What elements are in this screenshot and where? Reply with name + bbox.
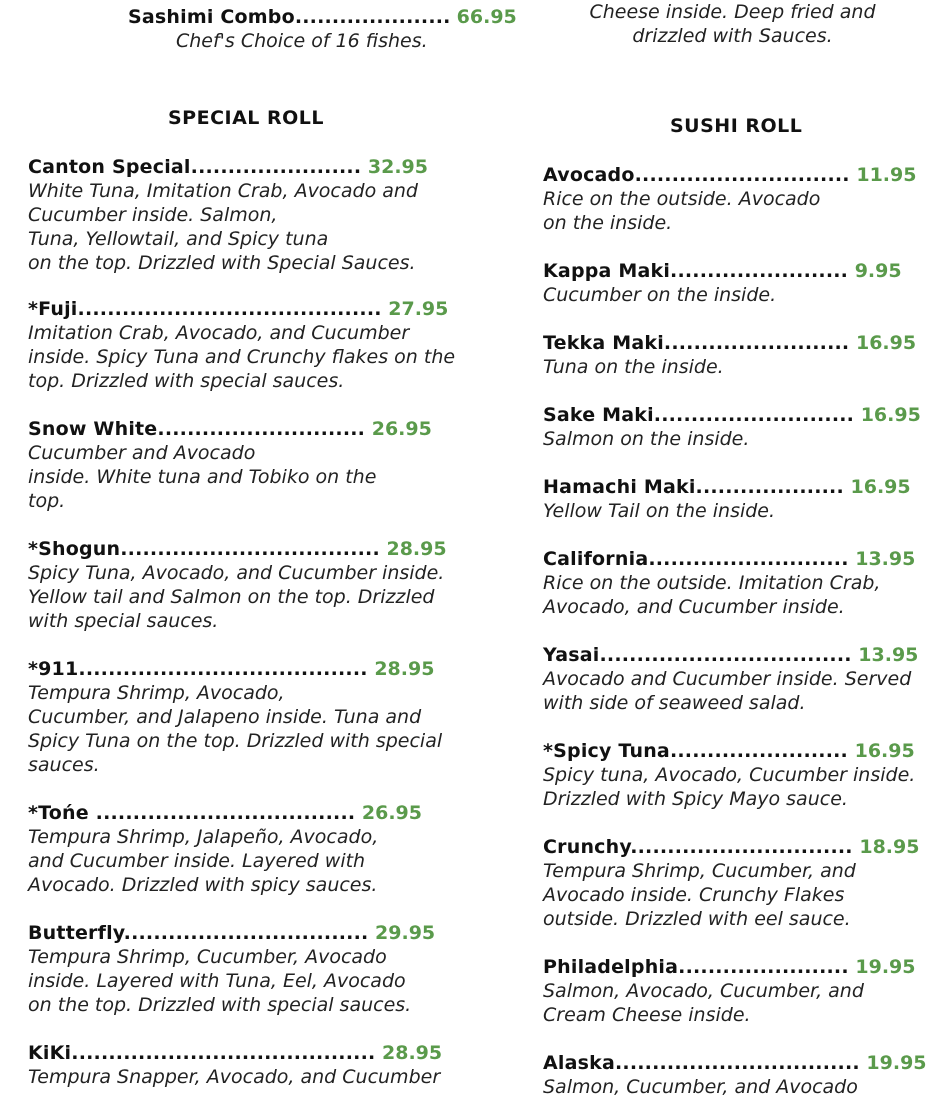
item-price: 16.95: [854, 404, 921, 426]
description-line: on the inside.: [543, 212, 673, 234]
item-price: 16.95: [849, 332, 917, 354]
description-line: Tempura Shrimp, Jalapeño, Avocado,: [28, 826, 379, 848]
item-name: *911.......................................: [28, 658, 368, 680]
description-line: with side of seaweed salad.: [543, 692, 806, 714]
description-line: Avocado inside. Crunchy Flakes: [543, 884, 845, 906]
description-line: Spicy tuna, Avocado, Cucumber inside.: [543, 764, 916, 786]
description-line: Cream Cheese inside.: [543, 1004, 751, 1026]
item-name: Crunchy..............................: [543, 836, 853, 858]
description-line: Tempura Shrimp, Cucumber, and: [543, 860, 856, 882]
item-name: Hamachi Maki....................: [543, 476, 844, 498]
description-line: Spicy Tuna, Avocado, and Cucumber inside.: [28, 562, 445, 584]
item-name: Butterfly.................................: [28, 922, 369, 944]
menu-item: [28, 921, 435, 945]
item-price: 16.95: [847, 740, 915, 762]
menu-item: [543, 835, 919, 859]
description-line: Cucumber, and Jalapeno inside. Tuna and: [28, 706, 422, 728]
description-line: Spicy Tuna on the top. Drizzled with special: [28, 730, 443, 752]
item-price: 28.95: [367, 658, 435, 680]
menu-item: [543, 955, 916, 979]
menu-item: [543, 403, 921, 427]
item-price: 19.95: [848, 956, 916, 978]
item-price: 16.95: [843, 476, 911, 498]
menu-item: [543, 643, 918, 667]
menu-item: [543, 547, 915, 571]
item-name: *Shogun...................................: [28, 538, 380, 560]
description-line: Cheese inside. Deep fried and: [589, 1, 876, 23]
item-price: 29.95: [368, 922, 436, 944]
menu-item: [543, 259, 902, 283]
item-price: 32.95: [361, 156, 428, 178]
description-line: White Tuna, Imitation Crab, Avocado and: [28, 180, 418, 202]
menu-item: [28, 417, 432, 441]
description-line: drizzled with Sauces.: [632, 25, 833, 47]
description-line: Avocado and Cucumber inside. Served: [543, 668, 912, 690]
item-price: 13.95: [848, 548, 916, 570]
description-line: Cucumber on the inside.: [543, 284, 777, 306]
item-price: 11.95: [849, 164, 917, 186]
item-price: 26.95: [355, 802, 422, 824]
description-line: inside. Layered with Tuna, Eel, Avocado: [28, 970, 406, 992]
menu-item: [28, 657, 434, 681]
description-line: on the top. Drizzled with Special Sauces.: [28, 252, 416, 274]
section-heading-sushi-roll: SUSHI ROLL: [670, 115, 803, 137]
item-name: Sake Maki...........................: [543, 404, 855, 426]
item-name: Canton Special.......................: [28, 156, 362, 178]
item-name: Avocado.............................: [543, 164, 850, 186]
item-price: 28.95: [379, 538, 447, 560]
description-line: Salmon on the inside.: [543, 428, 750, 450]
description-line: Tempura Shrimp, Avocado,: [28, 682, 285, 704]
item-price: 9.95: [848, 260, 902, 282]
menu-item: [543, 163, 916, 187]
description-line: Rice on the outside. Avocado: [543, 188, 821, 210]
description-line: Tuna, Yellowtail, and Spicy tuna: [28, 228, 329, 250]
menu-item-sashimi-combo: [128, 5, 517, 29]
item-name: Sashimi Combo.....................: [128, 6, 451, 28]
description-line: Salmon, Avocado, Cucumber, and: [543, 980, 864, 1002]
description-line: and Cucumber inside. Layered with: [28, 850, 366, 872]
item-name: *Fuji.........................................: [28, 298, 382, 320]
description-line: Salmon, Cucumber, and Avocado: [543, 1076, 858, 1098]
item-description: Chef's Choice of 16 fishes.: [176, 30, 428, 52]
item-price: 26.95: [365, 418, 432, 440]
description-line: Tempura Shrimp, Cucumber, Avocado: [28, 946, 387, 968]
menu-item: [28, 801, 422, 825]
item-name: Snow White............................: [28, 418, 366, 440]
description-line: Drizzled with Spicy Mayo sauce.: [543, 788, 848, 810]
description-line: on the top. Drizzled with special sauces.: [28, 994, 412, 1016]
section-heading-special-roll: SPECIAL ROLL: [168, 107, 325, 129]
item-price: 27.95: [381, 298, 449, 320]
description-line: Yellow Tail on the inside.: [543, 500, 776, 522]
item-price: 19.95: [859, 1052, 927, 1074]
menu-item: [543, 331, 916, 355]
menu-item: [543, 739, 915, 763]
item-name: *Spicy Tuna........................: [543, 740, 848, 762]
description-line: Imitation Crab, Avocado, and Cucumber: [28, 322, 410, 344]
description-line: inside. Spicy Tuna and Crunchy flakes on the: [28, 346, 456, 368]
item-price: 66.95: [456, 6, 517, 28]
menu-item: [28, 537, 447, 561]
description-line: with special sauces.: [28, 610, 219, 632]
item-price: 18.95: [852, 836, 920, 858]
item-description-continued: [560, 0, 905, 48]
menu-item: [28, 297, 448, 321]
item-name: Alaska.................................: [543, 1052, 860, 1074]
item-name: Kappa Maki........................: [543, 260, 849, 282]
description-line: Yellow tail and Salmon on the top. Drizzled: [28, 586, 435, 608]
description-line: top. Drizzled with special sauces.: [28, 370, 345, 392]
menu-item: [28, 155, 428, 179]
item-price: 28.95: [375, 1042, 443, 1064]
description-line: Rice on the outside. Imitation Crab,: [543, 572, 881, 594]
description-line: outside. Drizzled with eel sauce.: [543, 908, 851, 930]
description-line: Avocado. Drizzled with spicy sauces.: [28, 874, 378, 896]
description-line: sauces.: [28, 754, 100, 776]
description-line: Cucumber and Avocado: [28, 442, 256, 464]
menu-item: [28, 1041, 442, 1065]
description-line: inside. White tuna and Tobiko on the: [28, 466, 377, 488]
item-name: Yasai..................................: [543, 644, 852, 666]
item-name: *Tońe ...................................: [28, 802, 356, 824]
item-name: KiKi.........................................: [28, 1042, 376, 1064]
item-name: Tekka Maki.........................: [543, 332, 850, 354]
menu-item: [543, 1051, 927, 1075]
item-name: Philadelphia.......................: [543, 956, 849, 978]
item-price: 13.95: [851, 644, 919, 666]
description-line: Cucumber inside. Salmon,: [28, 204, 278, 226]
item-name: California...........................: [543, 548, 849, 570]
description-line: Tuna on the inside.: [543, 356, 724, 378]
description-line: Tempura Snapper, Avocado, and Cucumber: [28, 1066, 441, 1088]
menu-item: [543, 475, 911, 499]
description-line: Avocado, and Cucumber inside.: [543, 596, 845, 618]
description-line: top.: [28, 490, 66, 512]
